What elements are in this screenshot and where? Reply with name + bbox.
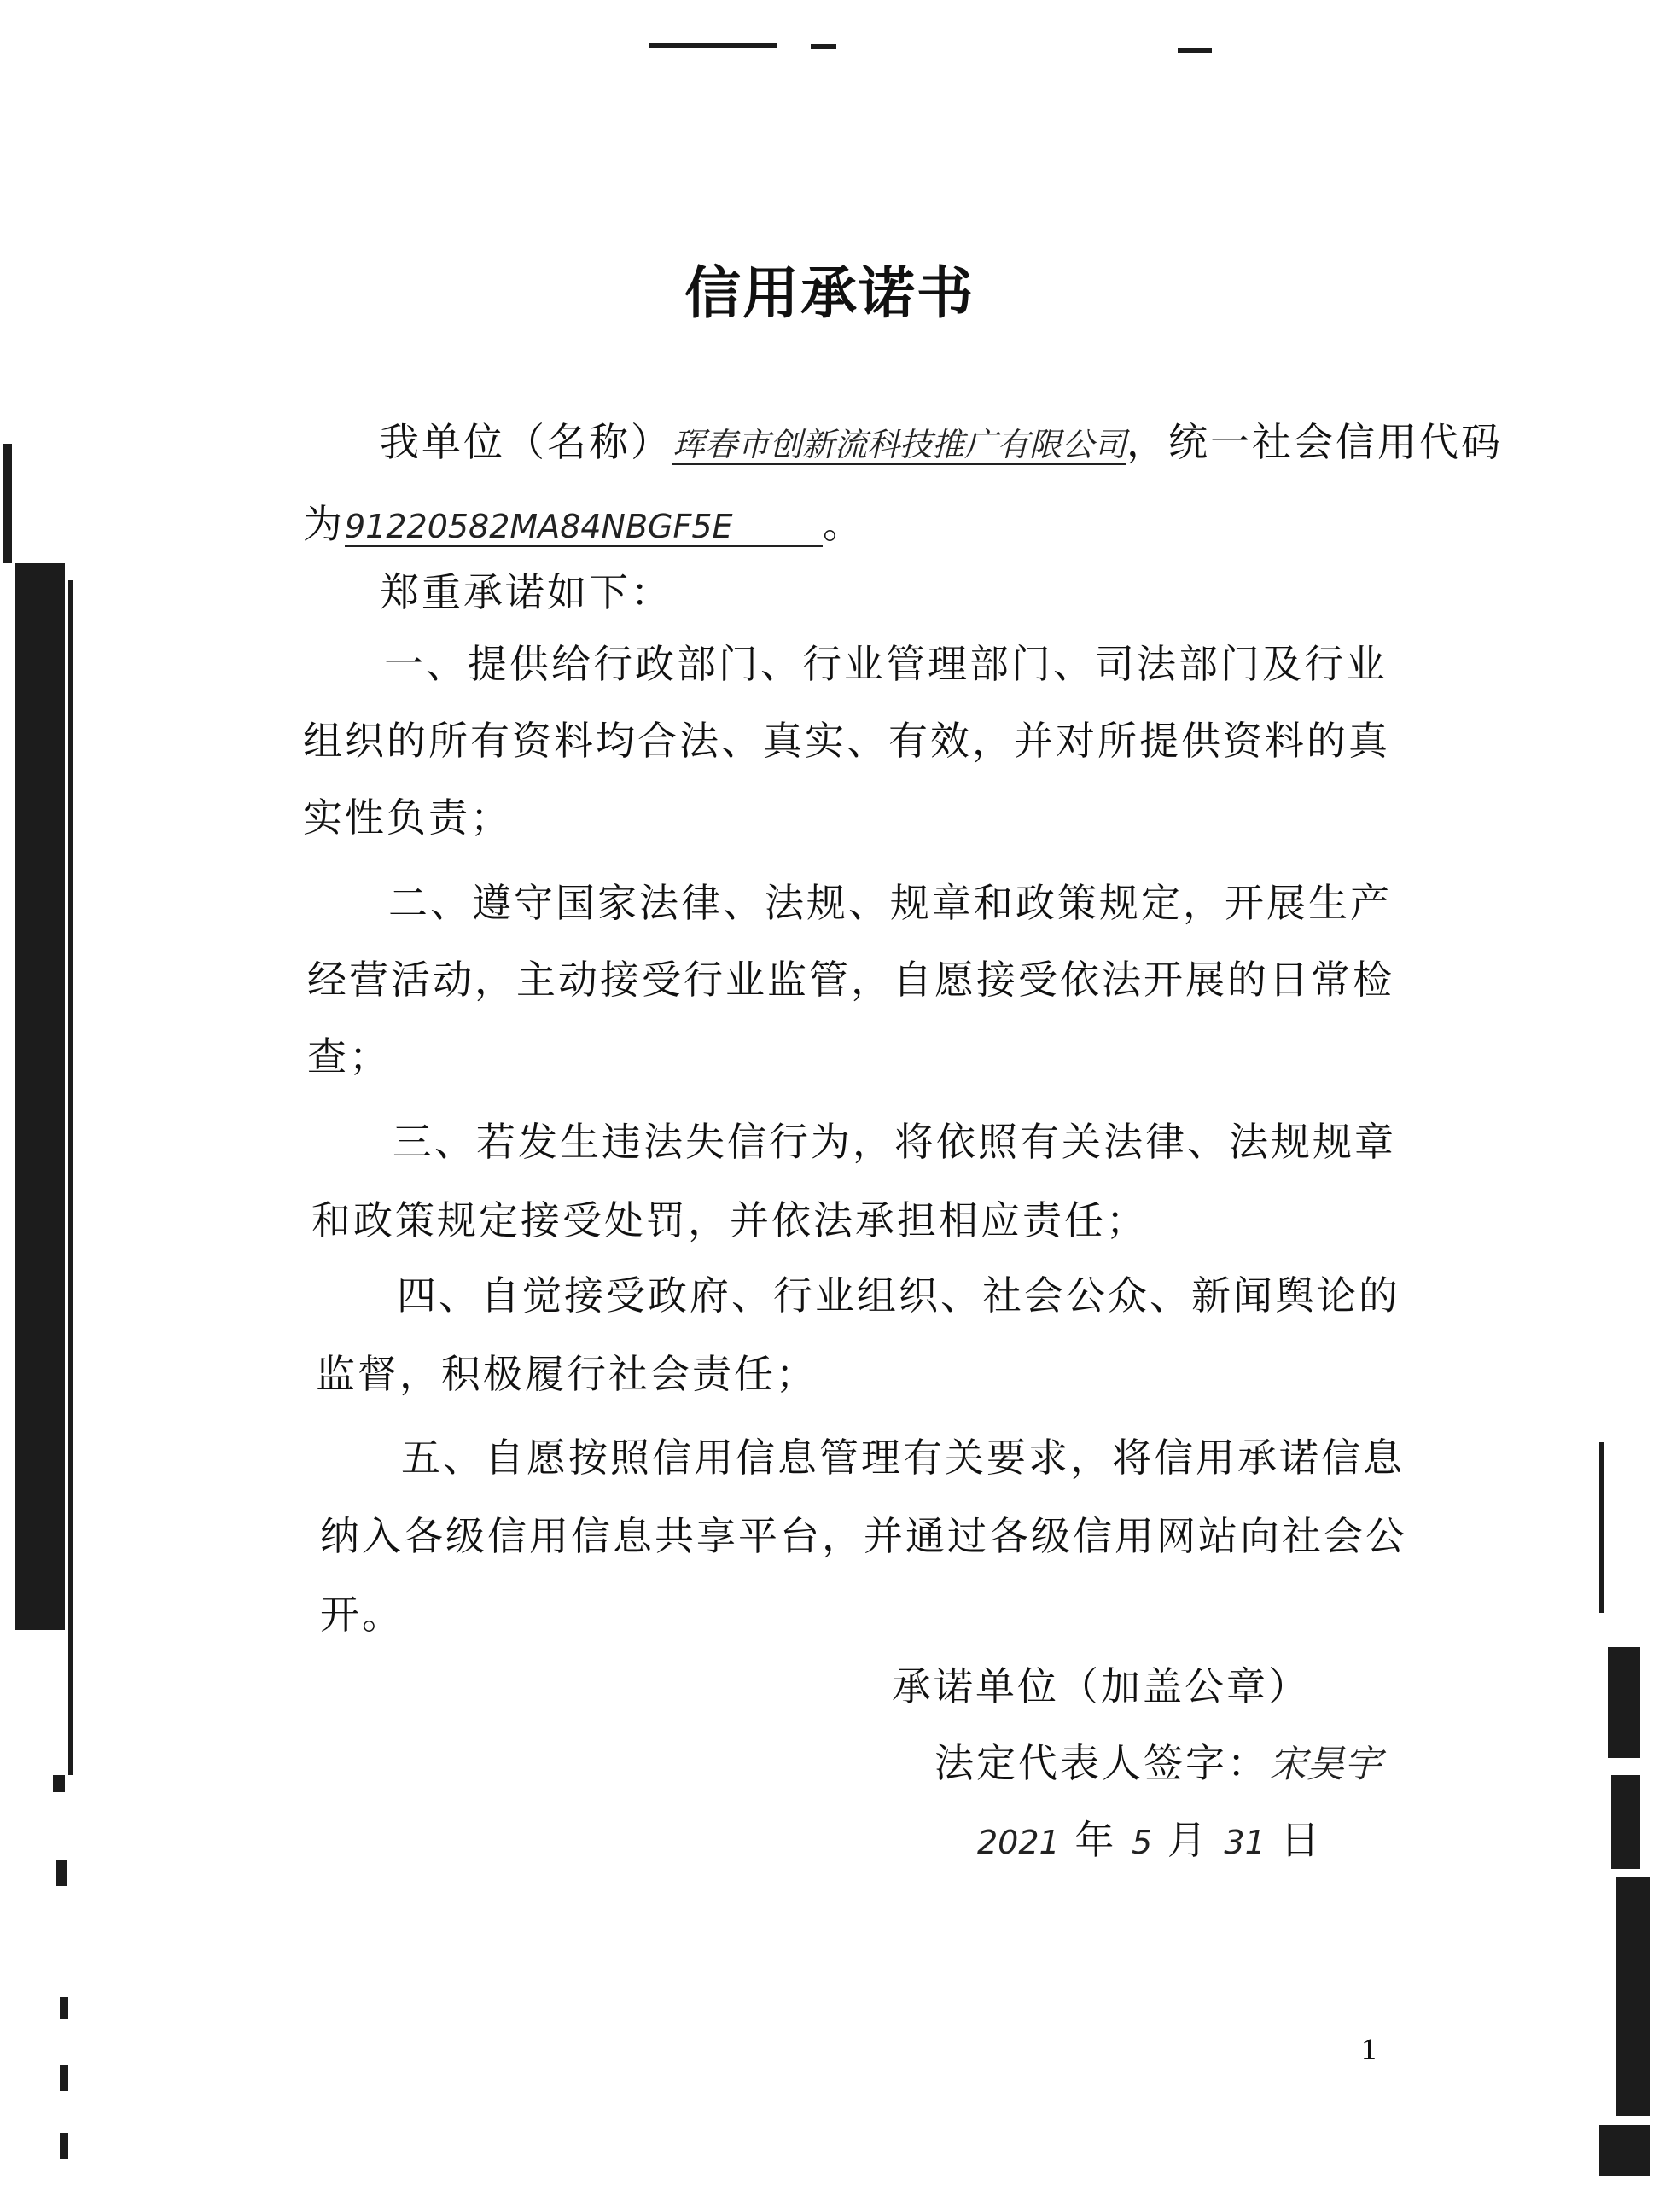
page-number: 1	[1361, 2032, 1377, 2066]
item-5-line-2: 纳入各级信用信息共享平台，并通过各级信用网站向社会公	[320, 1513, 1407, 1559]
code-prefix: 为	[303, 501, 345, 547]
item-5-line-1: 五、自愿按照信用信息管理有关要求，将信用承诺信息	[401, 1435, 1405, 1481]
item-2-line-2: 经营活动，主动接受行业监管，自愿接受依法开展的日常检	[307, 957, 1394, 1003]
legal-rep-label: 法定代表人签字：	[934, 1740, 1269, 1786]
item-5-line-3: 开。	[320, 1592, 404, 1638]
date-month-label: 月	[1167, 1817, 1209, 1863]
item-1-line-1: 一、提供给行政部门、行业管理部门、司法部门及行业	[384, 641, 1388, 687]
date-day-label: 日	[1280, 1817, 1323, 1863]
date-month: 5	[1131, 1824, 1153, 1861]
scan-artifact-left	[0, 0, 85, 2212]
intro-prefix: 我单位（名称）	[380, 419, 672, 465]
intro-suffix: ，统一社会信用代码	[1126, 419, 1504, 465]
legal-rep-signature-line	[934, 1732, 1382, 1789]
signing-date	[977, 1809, 1322, 1866]
date-year: 2021	[977, 1824, 1060, 1861]
code-suffix: 。	[823, 501, 864, 547]
document-title: 信用承诺书	[684, 260, 975, 326]
intro-line-1	[380, 401, 1503, 483]
date-day: 31	[1224, 1824, 1266, 1861]
scan-artifact-right	[1582, 0, 1659, 2212]
item-1-line-2: 组织的所有资料均合法、真实、有效，并对所提供资料的真	[303, 718, 1390, 764]
pledge-intro: 郑重承诺如下：	[380, 569, 672, 615]
legal-rep-signature: 宋昊宇	[1269, 1743, 1382, 1786]
item-3-line-2: 和政策规定接受处罚，并依法承担相应责任；	[311, 1197, 1148, 1243]
item-2-line-3: 查；	[307, 1033, 391, 1080]
credit-code-handwritten: 91220582MA84NBGF5E	[345, 509, 823, 547]
item-3-line-1: 三、若发生违法失信行为，将依照有关法律、法规规章	[393, 1119, 1396, 1165]
date-year-label: 年	[1074, 1817, 1117, 1863]
item-4-line-1: 四、自觉接受政府、行业组织、社会公众、新闻舆论的	[397, 1272, 1400, 1318]
item-1-line-3: 实性负责；	[303, 795, 512, 841]
item-4-line-2: 监督，积极履行社会责任；	[316, 1351, 818, 1397]
commitment-unit-label: 承诺单位（加盖公章）	[892, 1663, 1310, 1709]
company-name-handwritten: 珲春市创新流科技推广有限公司	[672, 426, 1127, 463]
item-2-line-1: 二、遵守国家法律、法规、规章和政策规定，开展生产	[388, 880, 1392, 926]
